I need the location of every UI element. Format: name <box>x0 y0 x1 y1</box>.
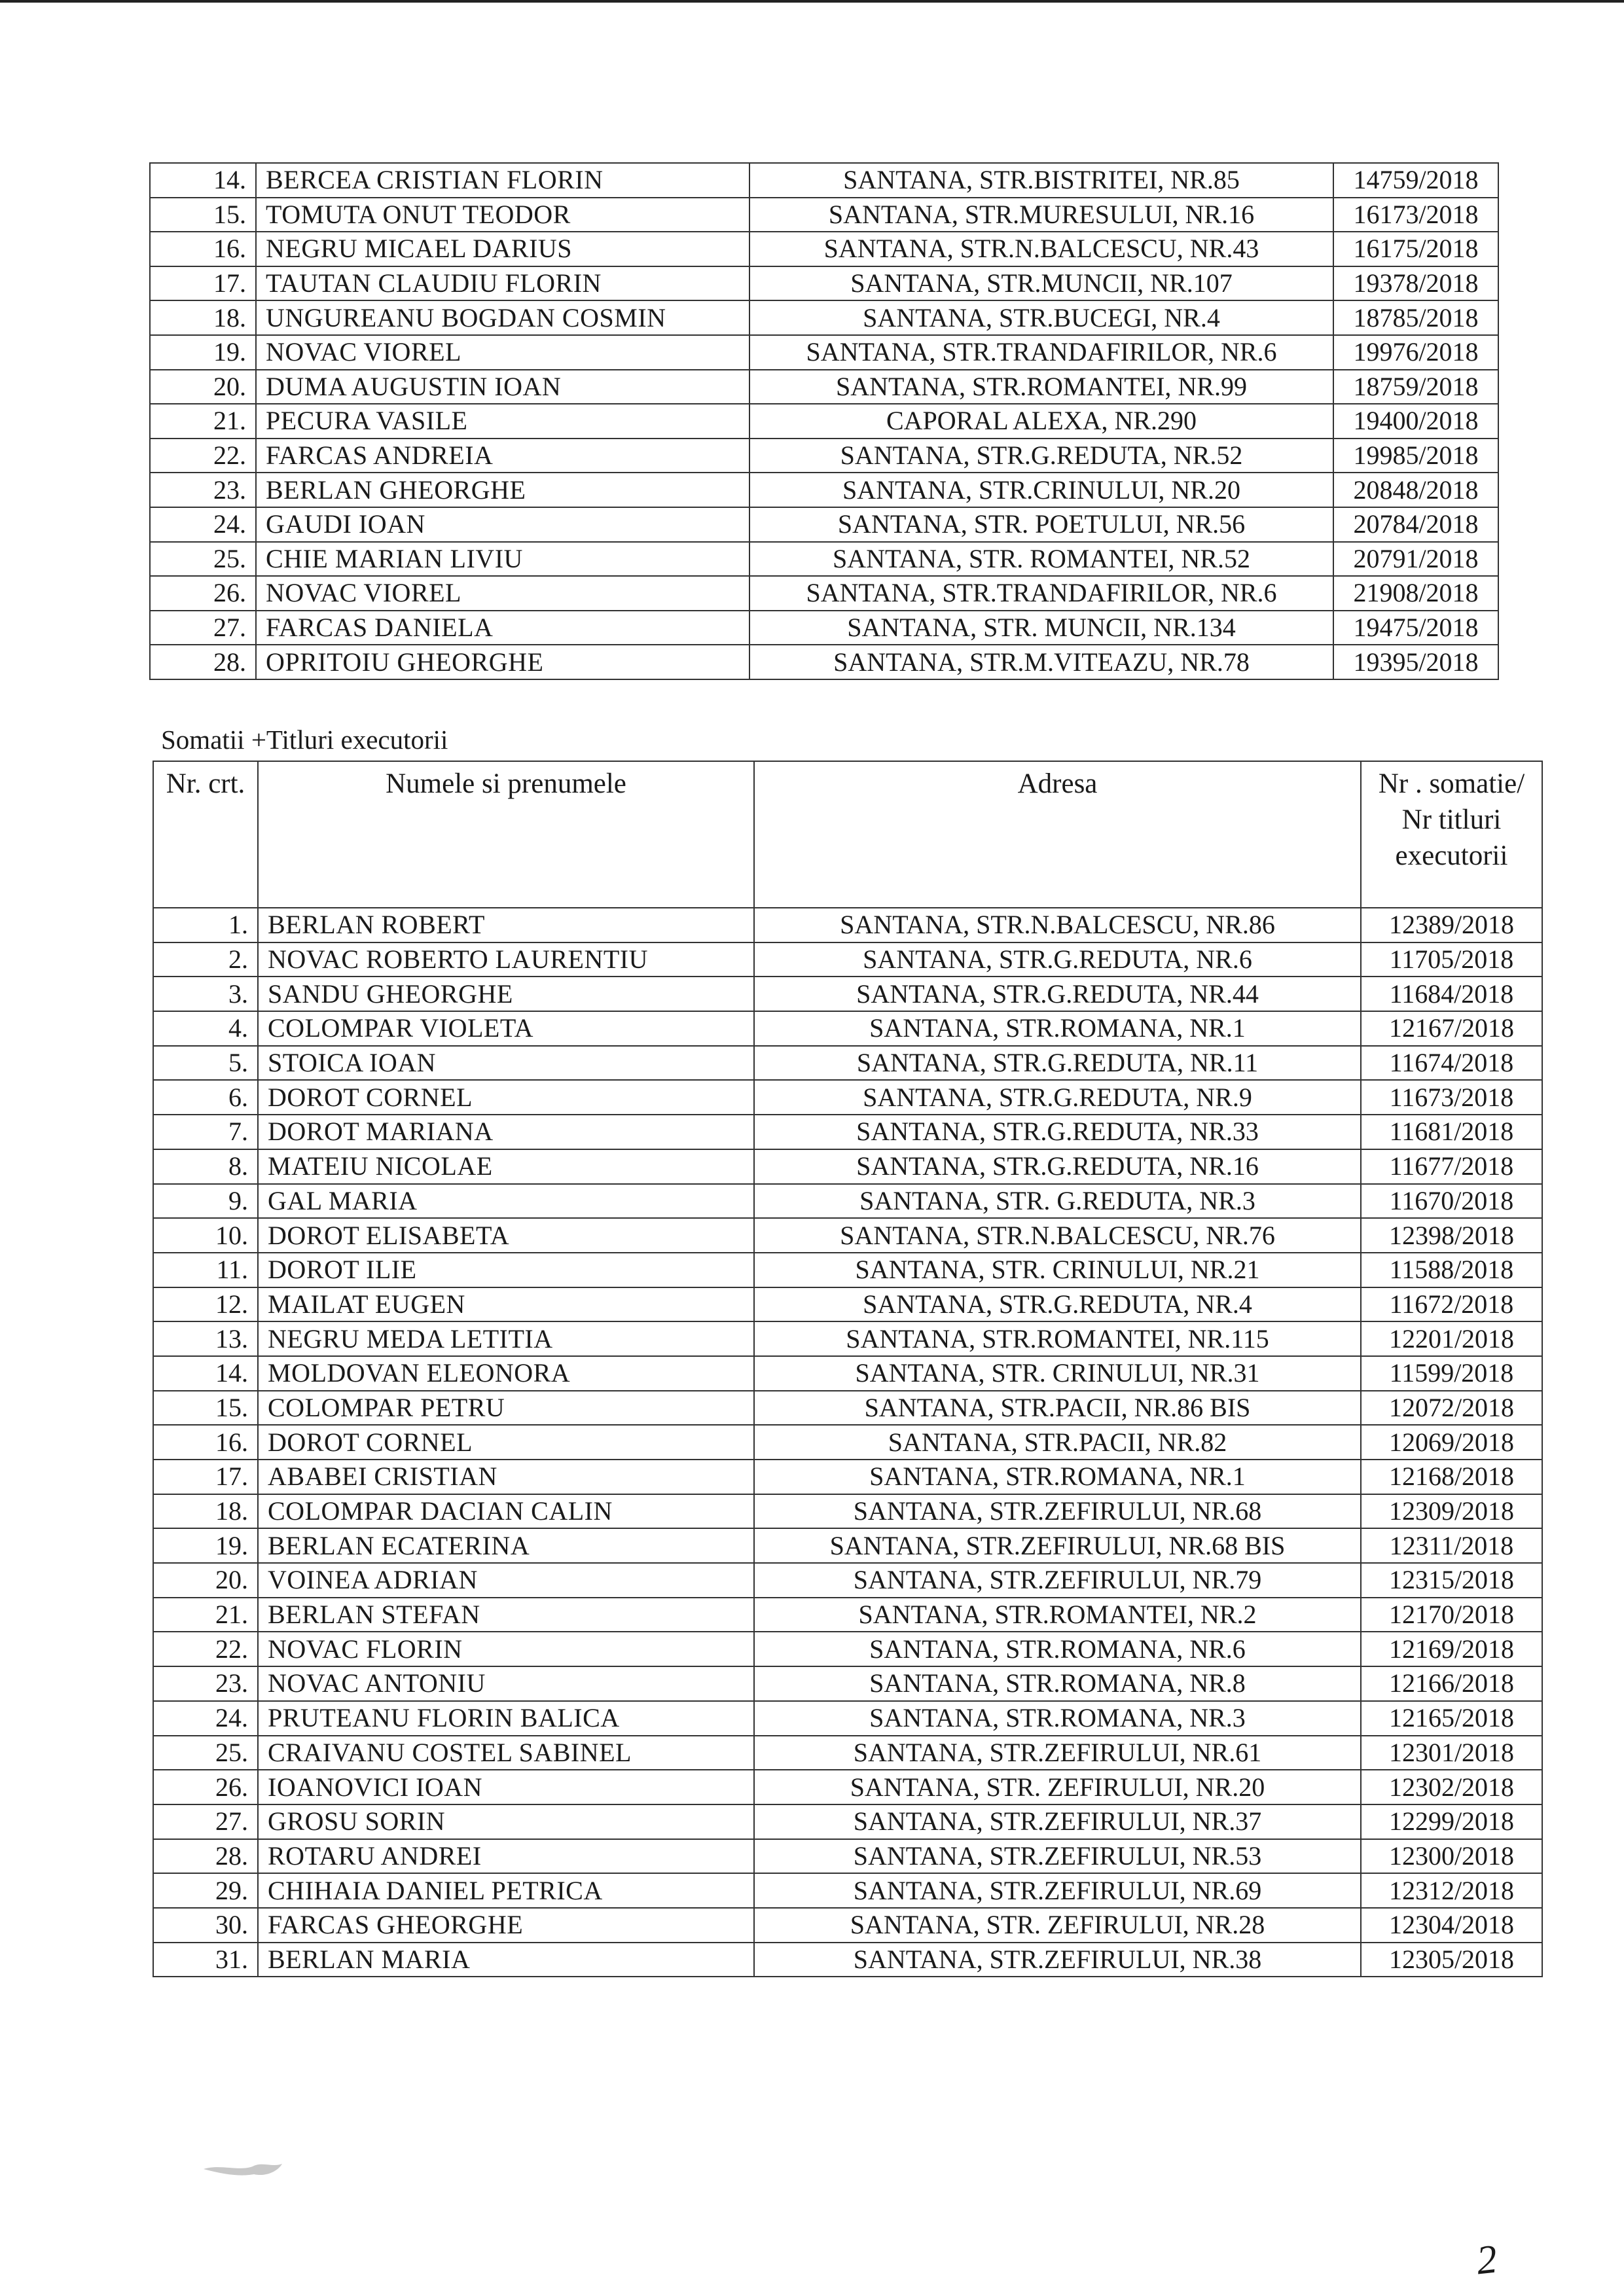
table-row <box>150 266 1498 301</box>
row-nr: 12. <box>153 1287 258 1322</box>
row-name: DOROT ILIE <box>258 1253 754 1287</box>
table-row <box>150 439 1498 473</box>
row-name: SANDU GHEORGHE <box>258 977 754 1011</box>
row-number: 19395/2018 <box>1333 645 1498 679</box>
row-address: SANTANA, STR. ZEFIRULUI, NR.28 <box>754 1908 1361 1943</box>
row-number: 11599/2018 <box>1361 1356 1542 1391</box>
table-row <box>153 1701 1542 1736</box>
row-number: 12315/2018 <box>1361 1563 1542 1598</box>
row-name: DUMA AUGUSTIN IOAN <box>256 370 749 404</box>
row-number: 12309/2018 <box>1361 1494 1542 1529</box>
row-nr: 23. <box>153 1666 258 1701</box>
row-name: BERLAN ECATERINA <box>258 1528 754 1563</box>
header-nr-crt: Nr. crt. <box>153 761 258 908</box>
row-number: 19985/2018 <box>1333 439 1498 473</box>
row-name: FARCAS ANDREIA <box>256 439 749 473</box>
row-number: 12166/2018 <box>1361 1666 1542 1701</box>
row-name: MATEIU NICOLAE <box>258 1149 754 1184</box>
row-address: SANTANA, STR. G.REDUTA, NR.3 <box>754 1184 1361 1219</box>
row-address: SANTANA, STR.ROMANTEI, NR.99 <box>749 370 1333 404</box>
row-nr: 17. <box>153 1460 258 1494</box>
row-number: 11681/2018 <box>1361 1115 1542 1149</box>
row-number: 12312/2018 <box>1361 1873 1542 1908</box>
row-address: SANTANA, STR.G.REDUTA, NR.9 <box>754 1080 1361 1115</box>
row-address: SANTANA, STR.ROMANA, NR.6 <box>754 1632 1361 1666</box>
row-address: SANTANA, STR.G.REDUTA, NR.16 <box>754 1149 1361 1184</box>
row-address: SANTANA, STR. POETULUI, NR.56 <box>749 507 1333 542</box>
row-name: CHIHAIA DANIEL PETRICA <box>258 1873 754 1908</box>
row-name: NOVAC VIOREL <box>256 335 749 370</box>
table-row <box>153 1011 1542 1046</box>
row-name: CHIE MARIAN LIVIU <box>256 542 749 577</box>
row-nr: 22. <box>153 1632 258 1666</box>
row-number: 11684/2018 <box>1361 977 1542 1011</box>
row-nr: 19. <box>150 335 256 370</box>
row-nr: 23. <box>150 473 256 507</box>
row-number: 12167/2018 <box>1361 1011 1542 1046</box>
row-address: SANTANA, STR.ZEFIRULUI, NR.79 <box>754 1563 1361 1598</box>
row-name: DOROT CORNEL <box>258 1080 754 1115</box>
row-number: 19378/2018 <box>1333 266 1498 301</box>
table-row <box>153 1046 1542 1081</box>
row-number: 18759/2018 <box>1333 370 1498 404</box>
row-address: SANTANA, STR.BUCEGI, NR.4 <box>749 300 1333 335</box>
row-address: SANTANA, STR.MURESULUI, NR.16 <box>749 198 1333 232</box>
row-name: DOROT MARIANA <box>258 1115 754 1149</box>
table-row <box>153 1253 1542 1287</box>
row-address: SANTANA, STR.G.REDUTA, NR.4 <box>754 1287 1361 1322</box>
page-number: 2 <box>1474 2236 1500 2284</box>
table-row <box>150 300 1498 335</box>
table-row <box>150 645 1498 679</box>
row-address: SANTANA, STR.N.BALCESCU, NR.43 <box>749 232 1333 266</box>
row-address: SANTANA, STR.ROMANTEI, NR.115 <box>754 1321 1361 1356</box>
row-nr: 14. <box>153 1356 258 1391</box>
row-number: 19475/2018 <box>1333 611 1498 645</box>
row-nr: 22. <box>150 439 256 473</box>
row-number: 11677/2018 <box>1361 1149 1542 1184</box>
table-row <box>153 908 1542 942</box>
row-number: 12300/2018 <box>1361 1839 1542 1874</box>
row-address: SANTANA, STR.N.BALCESCU, NR.86 <box>754 908 1361 942</box>
row-nr: 29. <box>153 1873 258 1908</box>
row-number: 12168/2018 <box>1361 1460 1542 1494</box>
table-row <box>153 1666 1542 1701</box>
row-nr: 28. <box>150 645 256 679</box>
row-address: SANTANA, STR. MUNCII, NR.134 <box>749 611 1333 645</box>
row-nr: 13. <box>153 1321 258 1356</box>
table-row <box>150 507 1498 542</box>
row-address: SANTANA, STR. CRINULUI, NR.31 <box>754 1356 1361 1391</box>
row-nr: 30. <box>153 1908 258 1943</box>
header-number: Nr . somatie/ Nr titluri executorii <box>1361 761 1542 908</box>
row-name: FARCAS DANIELA <box>256 611 749 645</box>
row-nr: 15. <box>150 198 256 232</box>
row-number: 11673/2018 <box>1361 1080 1542 1115</box>
table-row <box>153 1908 1542 1943</box>
row-address: SANTANA, STR.MUNCII, NR.107 <box>749 266 1333 301</box>
row-number: 12165/2018 <box>1361 1701 1542 1736</box>
row-nr: 8. <box>153 1149 258 1184</box>
row-nr: 26. <box>150 576 256 611</box>
row-nr: 19. <box>153 1528 258 1563</box>
row-nr: 31. <box>153 1943 258 1977</box>
row-address: SANTANA, STR.ROMANA, NR.1 <box>754 1011 1361 1046</box>
row-address: SANTANA, STR.G.REDUTA, NR.44 <box>754 977 1361 1011</box>
row-nr: 9. <box>153 1184 258 1219</box>
row-address: SANTANA, STR. ROMANTEI, NR.52 <box>749 542 1333 577</box>
row-nr: 20. <box>153 1563 258 1598</box>
table-row <box>153 1839 1542 1874</box>
table-row <box>153 1080 1542 1115</box>
section-title: Somatii +Titluri executorii <box>161 725 448 755</box>
row-nr: 7. <box>153 1115 258 1149</box>
table-row <box>153 1356 1542 1391</box>
row-name: TOMUTA ONUT TEODOR <box>256 198 749 232</box>
row-name: ROTARU ANDREI <box>258 1839 754 1874</box>
table-row <box>150 198 1498 232</box>
row-address: SANTANA, STR.TRANDAFIRILOR, NR.6 <box>749 335 1333 370</box>
row-name: MAILAT EUGEN <box>258 1287 754 1322</box>
table-row <box>153 1287 1542 1322</box>
row-number: 11672/2018 <box>1361 1287 1542 1322</box>
table-row <box>150 542 1498 577</box>
row-number: 12398/2018 <box>1361 1218 1542 1253</box>
row-address: SANTANA, STR. CRINULUI, NR.21 <box>754 1253 1361 1287</box>
row-address: SANTANA, STR.ROMANA, NR.8 <box>754 1666 1361 1701</box>
row-nr: 28. <box>153 1839 258 1874</box>
table-row <box>150 232 1498 266</box>
table-row <box>153 1218 1542 1253</box>
row-number: 14759/2018 <box>1333 163 1498 198</box>
row-number: 16173/2018 <box>1333 198 1498 232</box>
scan-smudge-mark <box>200 2155 285 2181</box>
table-row <box>153 1873 1542 1908</box>
row-nr: 27. <box>153 1804 258 1839</box>
row-nr: 26. <box>153 1770 258 1804</box>
row-nr: 24. <box>150 507 256 542</box>
row-address: SANTANA, STR.ZEFIRULUI, NR.68 BIS <box>754 1528 1361 1563</box>
row-name: COLOMPAR VIOLETA <box>258 1011 754 1046</box>
row-number: 12170/2018 <box>1361 1598 1542 1632</box>
table-row <box>153 1736 1542 1770</box>
row-name: NEGRU MICAEL DARIUS <box>256 232 749 266</box>
row-name: IOANOVICI IOAN <box>258 1770 754 1804</box>
table-row <box>153 1528 1542 1563</box>
row-number: 11588/2018 <box>1361 1253 1542 1287</box>
row-address: SANTANA, STR.ZEFIRULUI, NR.38 <box>754 1943 1361 1977</box>
row-number: 20784/2018 <box>1333 507 1498 542</box>
row-nr: 6. <box>153 1080 258 1115</box>
table-row <box>150 473 1498 507</box>
row-name: GAUDI IOAN <box>256 507 749 542</box>
row-address: SANTANA, STR.PACII, NR.82 <box>754 1425 1361 1460</box>
table-row <box>153 1460 1542 1494</box>
row-address: SANTANA, STR.ROMANA, NR.1 <box>754 1460 1361 1494</box>
row-name: BERLAN STEFAN <box>258 1598 754 1632</box>
table-row <box>150 611 1498 645</box>
row-number: 11674/2018 <box>1361 1046 1542 1081</box>
row-number: 19400/2018 <box>1333 404 1498 439</box>
table-row <box>150 370 1498 404</box>
row-number: 11705/2018 <box>1361 942 1542 977</box>
row-address: CAPORAL ALEXA, NR.290 <box>749 404 1333 439</box>
row-name: GROSU SORIN <box>258 1804 754 1839</box>
header-name: Numele si prenumele <box>258 761 754 908</box>
table-somatii-titluri <box>153 761 1543 1977</box>
table-row <box>153 1149 1542 1184</box>
row-name: GAL MARIA <box>258 1184 754 1219</box>
row-nr: 17. <box>150 266 256 301</box>
row-name: BERLAN ROBERT <box>258 908 754 942</box>
row-address: SANTANA, STR.ZEFIRULUI, NR.69 <box>754 1873 1361 1908</box>
row-address: SANTANA, STR.BISTRITEI, NR.85 <box>749 163 1333 198</box>
row-address: SANTANA, STR.G.REDUTA, NR.6 <box>754 942 1361 977</box>
row-nr: 5. <box>153 1046 258 1081</box>
row-name: PECURA VASILE <box>256 404 749 439</box>
table-list-continued <box>149 162 1499 680</box>
row-nr: 18. <box>153 1494 258 1529</box>
row-nr: 25. <box>150 542 256 577</box>
row-number: 18785/2018 <box>1333 300 1498 335</box>
row-nr: 15. <box>153 1391 258 1426</box>
row-name: BERLAN MARIA <box>258 1943 754 1977</box>
row-name: NOVAC ANTONIU <box>258 1666 754 1701</box>
table-row <box>153 1943 1542 1977</box>
row-nr: 16. <box>150 232 256 266</box>
table-row <box>153 977 1542 1011</box>
row-name: NOVAC VIOREL <box>256 576 749 611</box>
row-address: SANTANA, STR.ROMANTEI, NR.2 <box>754 1598 1361 1632</box>
row-number: 12305/2018 <box>1361 1943 1542 1977</box>
row-nr: 20. <box>150 370 256 404</box>
row-name: STOICA IOAN <box>258 1046 754 1081</box>
table-row <box>153 1425 1542 1460</box>
row-name: DOROT CORNEL <box>258 1425 754 1460</box>
row-number: 11670/2018 <box>1361 1184 1542 1219</box>
row-address: SANTANA, STR.M.VITEAZU, NR.78 <box>749 645 1333 679</box>
row-nr: 10. <box>153 1218 258 1253</box>
row-address: SANTANA, STR.PACII, NR.86 BIS <box>754 1391 1361 1426</box>
row-number: 12304/2018 <box>1361 1908 1542 1943</box>
row-nr: 27. <box>150 611 256 645</box>
table-body <box>150 163 1498 679</box>
table-row <box>153 1115 1542 1149</box>
row-name: BERCEA CRISTIAN FLORIN <box>256 163 749 198</box>
table-row <box>153 1632 1542 1666</box>
scan-top-edge <box>0 0 1624 3</box>
row-number: 12299/2018 <box>1361 1804 1542 1839</box>
row-name: CRAIVANU COSTEL SABINEL <box>258 1736 754 1770</box>
row-number: 21908/2018 <box>1333 576 1498 611</box>
row-address: SANTANA, STR.G.REDUTA, NR.52 <box>749 439 1333 473</box>
row-address: SANTANA, STR.ZEFIRULUI, NR.53 <box>754 1839 1361 1874</box>
row-nr: 1. <box>153 908 258 942</box>
row-name: UNGUREANU BOGDAN COSMIN <box>256 300 749 335</box>
row-address: SANTANA, STR.N.BALCESCU, NR.76 <box>754 1218 1361 1253</box>
row-name: COLOMPAR PETRU <box>258 1391 754 1426</box>
row-nr: 25. <box>153 1736 258 1770</box>
row-number: 19976/2018 <box>1333 335 1498 370</box>
table-header-row <box>153 761 1542 908</box>
row-nr: 18. <box>150 300 256 335</box>
row-number: 12069/2018 <box>1361 1425 1542 1460</box>
row-number: 12311/2018 <box>1361 1528 1542 1563</box>
row-name: NEGRU MEDA LETITIA <box>258 1321 754 1356</box>
row-name: VOINEA ADRIAN <box>258 1563 754 1598</box>
row-nr: 2. <box>153 942 258 977</box>
row-nr: 3. <box>153 977 258 1011</box>
row-name: OPRITOIU GHEORGHE <box>256 645 749 679</box>
row-number: 20848/2018 <box>1333 473 1498 507</box>
row-address: SANTANA, STR.ZEFIRULUI, NR.37 <box>754 1804 1361 1839</box>
row-name: ABABEI CRISTIAN <box>258 1460 754 1494</box>
row-number: 20791/2018 <box>1333 542 1498 577</box>
row-number: 12072/2018 <box>1361 1391 1542 1426</box>
row-number: 12301/2018 <box>1361 1736 1542 1770</box>
table-row <box>153 1321 1542 1356</box>
table-row <box>153 1563 1542 1598</box>
row-name: COLOMPAR DACIAN CALIN <box>258 1494 754 1529</box>
row-number: 12201/2018 <box>1361 1321 1542 1356</box>
row-name: DOROT ELISABETA <box>258 1218 754 1253</box>
row-number: 12169/2018 <box>1361 1632 1542 1666</box>
table-row <box>153 942 1542 977</box>
row-name: BERLAN GHEORGHE <box>256 473 749 507</box>
row-address: SANTANA, STR.ROMANA, NR.3 <box>754 1701 1361 1736</box>
row-number: 16175/2018 <box>1333 232 1498 266</box>
table-row <box>153 1391 1542 1426</box>
row-nr: 21. <box>153 1598 258 1632</box>
table-row <box>150 335 1498 370</box>
row-nr: 14. <box>150 163 256 198</box>
row-name: MOLDOVAN ELEONORA <box>258 1356 754 1391</box>
table-row <box>153 1770 1542 1804</box>
row-address: SANTANA, STR.G.REDUTA, NR.11 <box>754 1046 1361 1081</box>
table-row <box>150 576 1498 611</box>
table-row <box>150 404 1498 439</box>
row-name: PRUTEANU FLORIN BALICA <box>258 1701 754 1736</box>
table-row <box>153 1184 1542 1219</box>
row-number: 12389/2018 <box>1361 908 1542 942</box>
header-address: Adresa <box>754 761 1361 908</box>
row-address: SANTANA, STR.G.REDUTA, NR.33 <box>754 1115 1361 1149</box>
row-address: SANTANA, STR.ZEFIRULUI, NR.68 <box>754 1494 1361 1529</box>
table-row <box>153 1494 1542 1529</box>
row-name: NOVAC FLORIN <box>258 1632 754 1666</box>
row-nr: 21. <box>150 404 256 439</box>
row-address: SANTANA, STR. ZEFIRULUI, NR.20 <box>754 1770 1361 1804</box>
row-nr: 24. <box>153 1701 258 1736</box>
row-address: SANTANA, STR.TRANDAFIRILOR, NR.6 <box>749 576 1333 611</box>
row-name: TAUTAN CLAUDIU FLORIN <box>256 266 749 301</box>
row-nr: 4. <box>153 1011 258 1046</box>
row-nr: 16. <box>153 1425 258 1460</box>
row-nr: 11. <box>153 1253 258 1287</box>
table-row <box>150 163 1498 198</box>
row-name: NOVAC ROBERTO LAURENTIU <box>258 942 754 977</box>
row-address: SANTANA, STR.CRINULUI, NR.20 <box>749 473 1333 507</box>
row-name: FARCAS GHEORGHE <box>258 1908 754 1943</box>
table-row <box>153 1598 1542 1632</box>
table-body <box>153 908 1542 1977</box>
row-address: SANTANA, STR.ZEFIRULUI, NR.61 <box>754 1736 1361 1770</box>
row-number: 12302/2018 <box>1361 1770 1542 1804</box>
table-row <box>153 1804 1542 1839</box>
